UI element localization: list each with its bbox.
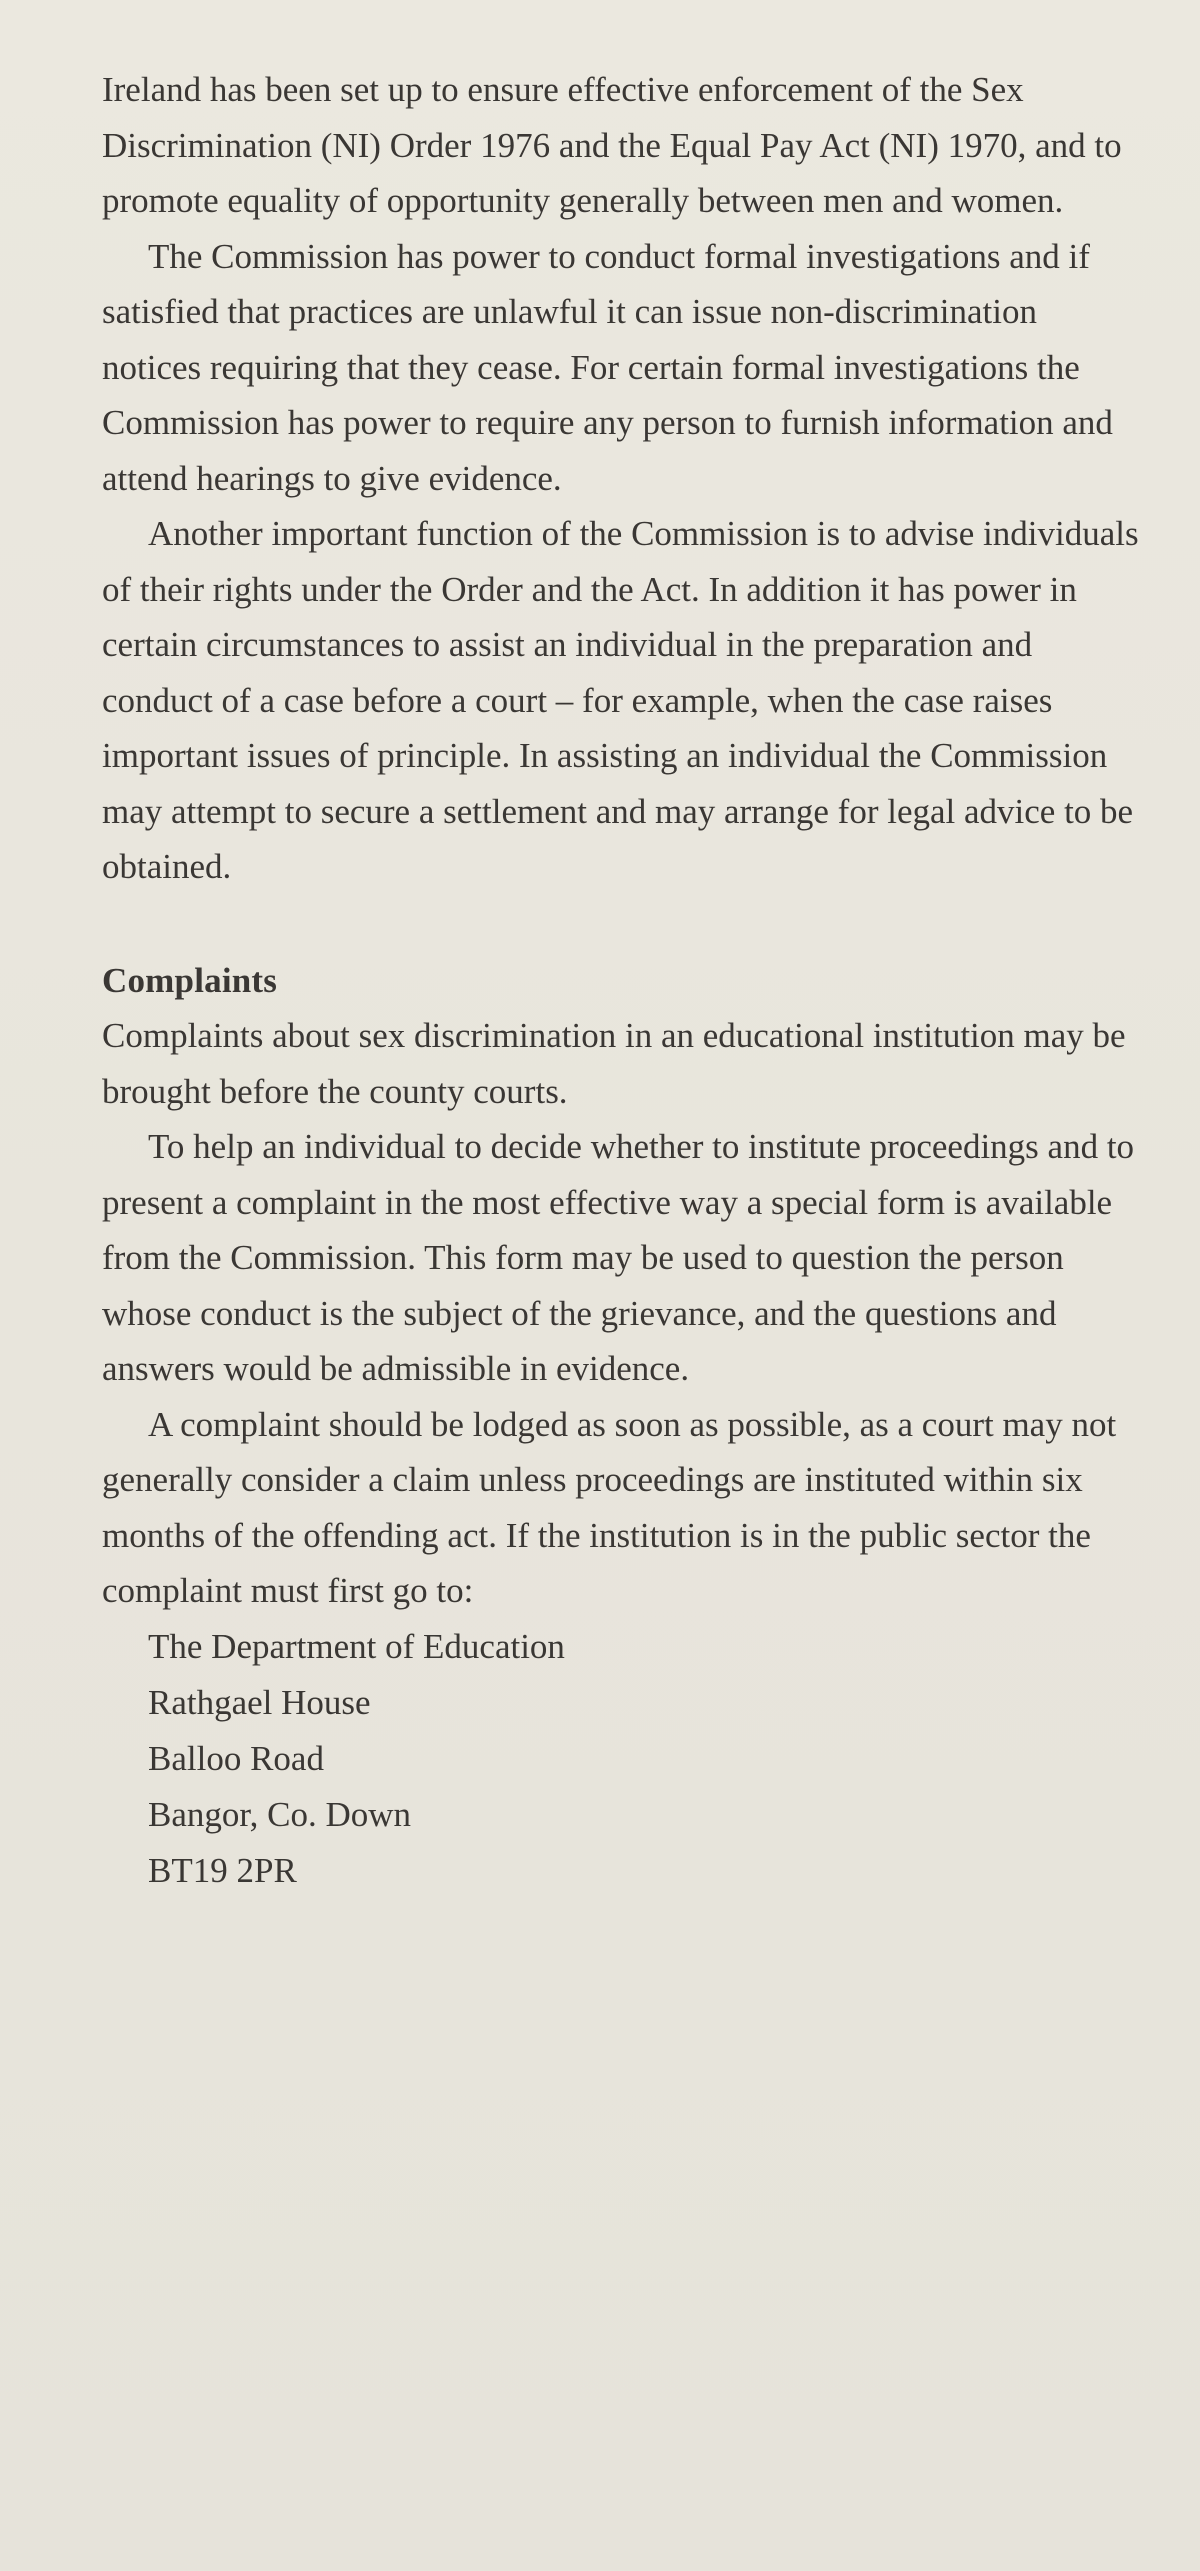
complaints-heading: Complaints <box>102 960 278 1000</box>
investigations-paragraph: The Commission has power to conduct formal investigations and if satisfied that practices are unlawful it can issue non-discrimination notices requiring that they cease. For certain formal investigations the Commission has power to require any person to furnish information and attend hearings to give evidence. <box>102 236 1113 498</box>
advice-paragraph: Another important function of the Commission is to advise individuals of their rights under the Order and the Act. In addition it has power in certain circumstances to assist an individual in the preparation and conduct of a case before a court – for example, when the case raises important issues of principle. In assisting an individual the Commission may attempt to secure a settlement and may arrange for legal advice to be obtained. <box>102 514 1139 886</box>
section-spacer <box>102 895 1140 953</box>
department-address <box>102 1619 1140 1899</box>
special-form-paragraph: To help an individual to decide whether to institute proceedings and to present a complaint in the most effective way a special form is available from the Commission. This form may be used to question the person whose conduct is the subject of the grievance, and the questions and answers would be admissible in evidence. <box>102 1127 1135 1388</box>
address-line-road: Balloo Road <box>148 1738 324 1778</box>
address-line-postcode: BT19 2PR <box>148 1850 297 1890</box>
address-line-name: The Department of Education <box>148 1626 565 1666</box>
address-line-town: Bangor, Co. Down <box>148 1794 412 1834</box>
intro-paragraph: Ireland has been set up to ensure effective enforcement of the Sex Discrimination (NI) Order 1976 and the Equal Pay Act (NI) 1970, and to promote equality of opportunity generally between men and women. <box>102 70 1122 220</box>
lodging-paragraph: A complaint should be lodged as soon as possible, as a court may not generally consider a claim unless proceedings are instituted within six months of the offending act. If the institution is in the public sector the complaint must first go to: <box>102 1404 1117 1610</box>
address-line-building: Rathgael House <box>148 1682 371 1722</box>
complaints-paragraph: Complaints about sex discrimination in an educational institution may be brought before the county courts. <box>102 1016 1126 1111</box>
